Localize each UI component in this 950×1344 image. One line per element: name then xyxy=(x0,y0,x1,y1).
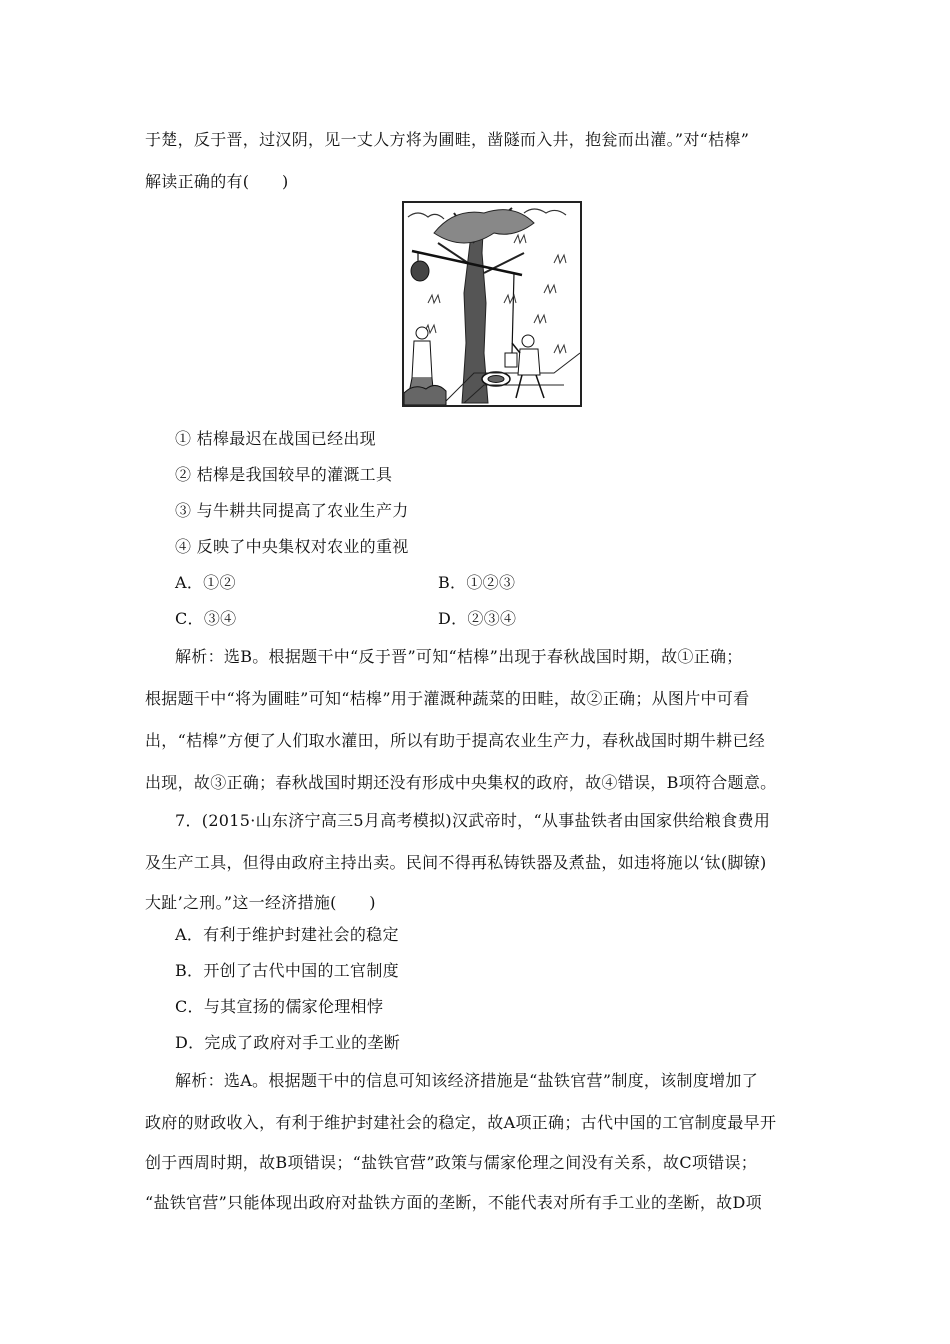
q6-statement-3: ③ 与牛耕共同提高了农业生产力 xyxy=(175,501,409,520)
q7-stem-line-3: 大趾’之刑。”这一经济措施( ) xyxy=(145,893,376,912)
q6-analysis-line-2 xyxy=(145,689,810,709)
q6-option-a: A．①② xyxy=(175,573,236,592)
q6-statement-4: ④ 反映了中央集权对农业的重视 xyxy=(175,537,409,556)
q7-stem-line-1: 7．(2015·山东济宁高三5月高考模拟)汉武帝时，“从事盐铁者由国家供给粮食费用 xyxy=(175,811,771,830)
q6-statement-2: ② 桔槔是我国较早的灌溉工具 xyxy=(175,465,393,484)
q6-option-d: D．②③④ xyxy=(438,609,517,628)
q6-statement-1: ① 桔槔最迟在战国已经出现 xyxy=(175,429,376,448)
q6-analysis-line-4: 出现，故③正确；春秋战国时期还没有形成中央集权的政府，故④错误，B项符合题意。 xyxy=(145,773,777,792)
q7-option-d: D．完成了政府对手工业的垄断 xyxy=(175,1033,401,1052)
q7-stem-line-2: 及生产工具，但得由政府主持出卖。民间不得再私铸铁器及煮盐，如违将施以‘钛(脚镣) xyxy=(145,853,767,872)
q6-stem-text-1: 于楚，反于晋，过汉阴，见一丈人方将为圃畦，凿隧而入井，抱瓮而出灌。”对“桔槔” xyxy=(145,130,750,149)
q7-analysis-line-4: “盐铁官营”只能体现出政府对盐铁方面的垄断，不能代表对所有手工业的垄断，故D项 xyxy=(145,1193,762,1212)
q6-analysis-line-1: 解析：选B。根据题干中“反于晋”可知“桔槔”出现于春秋战国时期，故①正确； xyxy=(175,647,743,666)
q7-analysis-line-3: 创于西周时期，故B项错误；“盐铁官营”政策与儒家伦理之间没有关系，故C项错误； xyxy=(145,1153,758,1172)
q6-analysis-text-3: 出，“桔槔”方便了人们取水灌田，所以有助于提高农业生产力，春秋战国时期牛耕已经 xyxy=(145,731,766,750)
q6-analysis-text-2: 根据题干中“将为圃畦”可知“桔槔”用于灌溉种蔬菜的田畦，故②正确；从图片中可看 xyxy=(145,689,750,708)
q7-option-a: A．有利于维护封建社会的稳定 xyxy=(175,925,399,944)
q6-option-c: C．③④ xyxy=(175,609,237,628)
well-sweep-figure xyxy=(402,201,582,407)
q7-analysis-line-2: 政府的财政收入，有利于维护封建社会的稳定，故A项正确；古代中国的工官制度最早开 xyxy=(145,1113,777,1132)
q7-option-c: C．与其宣扬的儒家伦理相悖 xyxy=(175,997,384,1016)
q7-option-b: B．开创了古代中国的工官制度 xyxy=(175,961,399,980)
q6-stem-line-2: 解读正确的有( ) xyxy=(145,172,289,191)
q6-analysis-line-3 xyxy=(145,731,810,751)
q7-analysis-line-1: 解析：选A。根据题干中的信息可知该经济措施是“盐铁官营”制度，该制度增加了 xyxy=(175,1071,759,1090)
q6-option-b: B．①②③ xyxy=(438,573,516,592)
q6-stem-line-1 xyxy=(145,130,810,150)
well-sweep-illustration-icon xyxy=(404,203,580,405)
